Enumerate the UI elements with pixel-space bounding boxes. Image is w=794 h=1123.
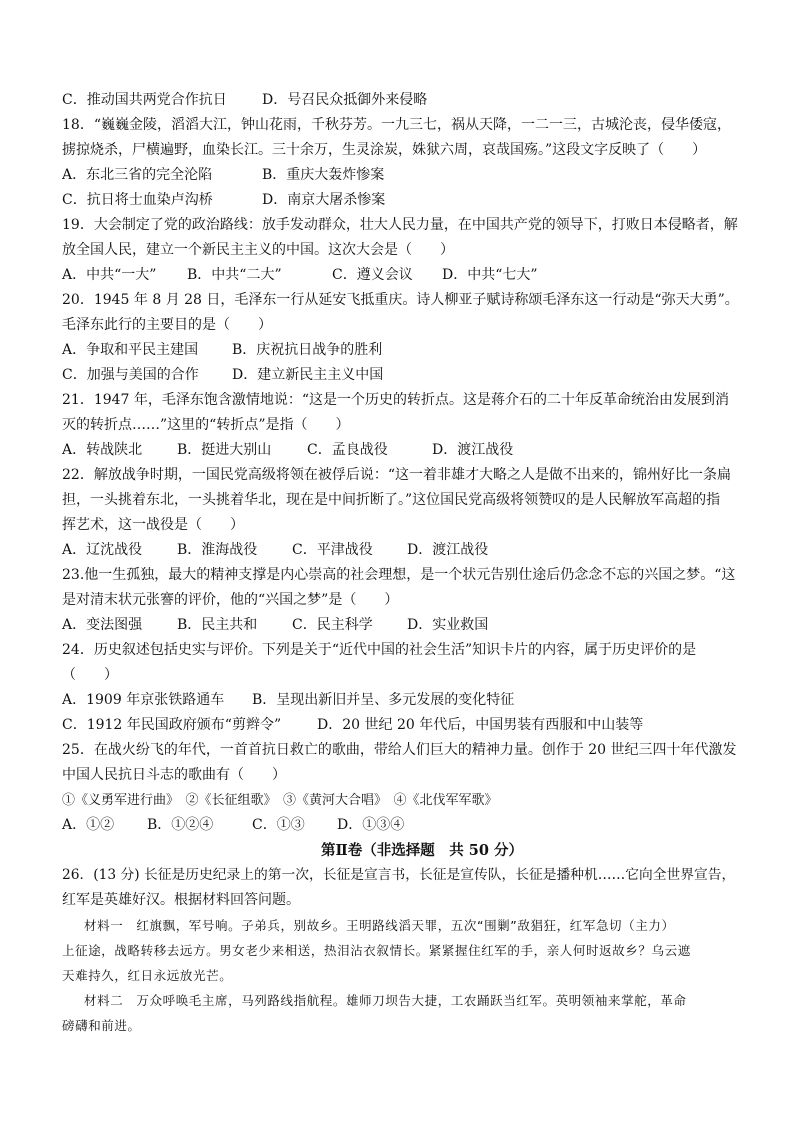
material-1-line2: 上征途，战略转移去远方。男女老少来相送，热泪沾衣叙情长。紧紧握住红军的手，亲人何时返故乡？乌云遮 <box>62 943 691 958</box>
option-c: C．遵义会议 <box>332 267 413 283</box>
option-c: C．1912 年民国政府颁布“剪辫令” <box>62 717 282 733</box>
option-a: A．①② <box>62 817 115 833</box>
option-c: C．孟良战役 <box>307 442 388 458</box>
q24-stem-line1: 24．历史叙述包括史实与评价。下列是关于“近代中国的社会生活”知识卡片的内容，属于历史评价的是 <box>62 642 697 658</box>
option-c: C．推动国共两党合作抗日 <box>62 92 227 108</box>
option-b: B．呈现出新旧并呈、多元发展的变化特征 <box>252 692 515 708</box>
option-b: B．①②④ <box>147 817 214 833</box>
option-d: D．南京大屠杀惨案 <box>262 192 386 208</box>
option-a: A．转战陕北 <box>62 442 143 458</box>
option-d: D．建立新民主主义中国 <box>232 367 384 383</box>
option-c: C．加强与美国的合作 <box>62 367 199 383</box>
q25-stem-line2: 中国人民抗日斗志的歌曲有（ ） <box>62 767 286 783</box>
option-a: A．争取和平民主建国 <box>62 342 199 358</box>
q21-stem-line1: 21．1947 年，毛泽东饱含激情地说：“这是一个历史的转折点。这是蒋介石的二十年反革命统治由发展到消 <box>62 392 730 408</box>
option-a: A．辽沈战役 <box>62 542 143 558</box>
option-b: B．重庆大轰炸惨案 <box>262 167 385 183</box>
option-a: A．变法图强 <box>62 617 143 633</box>
q19-stem-line2: 放全国人民，建立一个新民主主义的中国。这次大会是（ ） <box>62 242 454 258</box>
option-d: D．中共“七大” <box>442 267 538 283</box>
option-a: A．1909 年京张铁路通车 <box>62 692 225 708</box>
material-1-line1: 材料一 红旗飘，军号响。子弟兵，别故乡。王明路线滔天罪，五次“围剿”敌猖狂，红军急切（主力） <box>84 918 675 933</box>
q25-stem-line1: 25．在战火纷飞的年代，一首首抗日救亡的歌曲，带给人们巨大的精神力量。创作于 20 世纪三四十年代激发 <box>62 742 737 758</box>
option-d: D．号召民众抵御外来侵略 <box>262 92 428 108</box>
q23-stem-line1: 23.他一生孤独，最大的精神支撑是内心崇高的社会理想，是一个状元告别仕途后仍念念不忘的兴国之梦。“这 <box>62 567 736 583</box>
q20-stem-line2: 毛泽东此行的主要目的是（ ） <box>62 317 272 333</box>
q24-options-ab <box>62 688 742 713</box>
option-b: B．挺进大别山 <box>177 442 272 458</box>
option-c: C．抗日将士血染卢沟桥 <box>62 192 213 208</box>
q22-stem-line1: 22．解放战争时期，一国民党高级将领在被俘后说：“这一着非雄才大略之人是做不出来的，锦州好比一条扁 <box>62 467 731 483</box>
q24-stem-line2: （ ） <box>62 667 118 683</box>
q22-stem-line3: 挥艺术，这一战役是（ ） <box>62 517 244 533</box>
section-2-title: 第Ⅱ卷（非选择题 共 50 分） <box>321 842 523 859</box>
q20-options-cd <box>62 363 742 388</box>
option-a: A．东北三省的完全沦陷 <box>62 167 213 183</box>
q24-options-cd <box>62 713 742 738</box>
q21-options <box>62 438 742 463</box>
q18-stem-line2: 掳掠烧杀，尸横遍野，血染长江。三十余万，生灵涂炭，姝狱六周，哀哉国殇。”这段文字反映了（ ） <box>62 142 707 158</box>
option-c: C．①③ <box>252 817 305 833</box>
option-b: B．淮海战役 <box>177 542 258 558</box>
option-d: D．渡江战役 <box>432 442 514 458</box>
option-d: D．20 世纪 20 年代后，中国男装有西服和中山装等 <box>317 717 644 733</box>
q18-stem-line1: 18．“巍巍金陵，滔滔大江，钟山花雨，千秋芬芳。一九三七，祸从天降，一二一三，古城沦丧，侵华倭寇， <box>62 117 731 133</box>
q21-stem-line2: 灭的转折点……”这里的“转折点”是指（ ） <box>62 417 350 433</box>
q26-stem-line2: 红军是英雄好汉。根据材料回答问题。 <box>62 892 300 908</box>
option-c: C．平津战役 <box>292 542 373 558</box>
q17-options-cd <box>62 88 742 113</box>
q23-stem-line2: 是对清末状元张謇的评价，他的“兴国之梦”是（ ） <box>62 592 399 608</box>
q19-stem-line1: 19．大会制定了党的政治路线：放手发动群众，壮大人民力量，在中国共产党的领导下，打败日本侵略者，解 <box>62 217 738 233</box>
q22-options <box>62 538 742 563</box>
option-b: B．中共“二大” <box>187 267 282 283</box>
option-d: D．渡江战役 <box>407 542 489 558</box>
q23-options <box>62 613 742 638</box>
material-1-line3: 天难持久，红日永远放光芒。 <box>62 968 233 983</box>
q20-options-ab <box>62 338 742 363</box>
q20-stem-line1: 20．1945 年 8 月 28 日，毛泽东一行从延安飞抵重庆。诗人柳亚子赋诗称颂毛泽东这一行动是“弥天大勇”。 <box>62 292 739 308</box>
option-c: C．民主科学 <box>292 617 373 633</box>
material-2-line2: 磅礴和前进。 <box>62 1018 141 1033</box>
q19-options <box>62 263 742 288</box>
option-b: B．民主共和 <box>177 617 258 633</box>
q22-stem-line2: 担，一头挑着东北，一头挑着华北，现在是中间折断了。”这位国民党高级将领赞叹的是人民解放军高超的指 <box>62 492 721 508</box>
q26-stem-line1: 26．(13 分) 长征是历史纪录上的第一次，长征是宣言书，长征是宣传队，长征是播种机……它向全世界宣告， <box>62 867 736 883</box>
option-a: A．中共“一大” <box>62 267 157 283</box>
option-b: B．庆祝抗日战争的胜利 <box>232 342 383 358</box>
exam-page <box>62 88 742 1038</box>
q25-song-list: ①《义勇军进行曲》 ②《长征组歌》 ③《黄河大合唱》 ④《北伐军军歌》 <box>62 793 498 808</box>
q25-options <box>62 813 742 838</box>
option-d: D．①③④ <box>337 817 405 833</box>
material-2-line1: 材料二 万众呼唤毛主席，马列路线指航程。雄师刀坝告大捷，工农踊跃当红军。英明领袖来掌舵，革命 <box>84 993 687 1008</box>
option-d: D．实业救国 <box>407 617 489 633</box>
q18-options-ab <box>62 163 742 188</box>
q18-options-cd <box>62 188 742 213</box>
